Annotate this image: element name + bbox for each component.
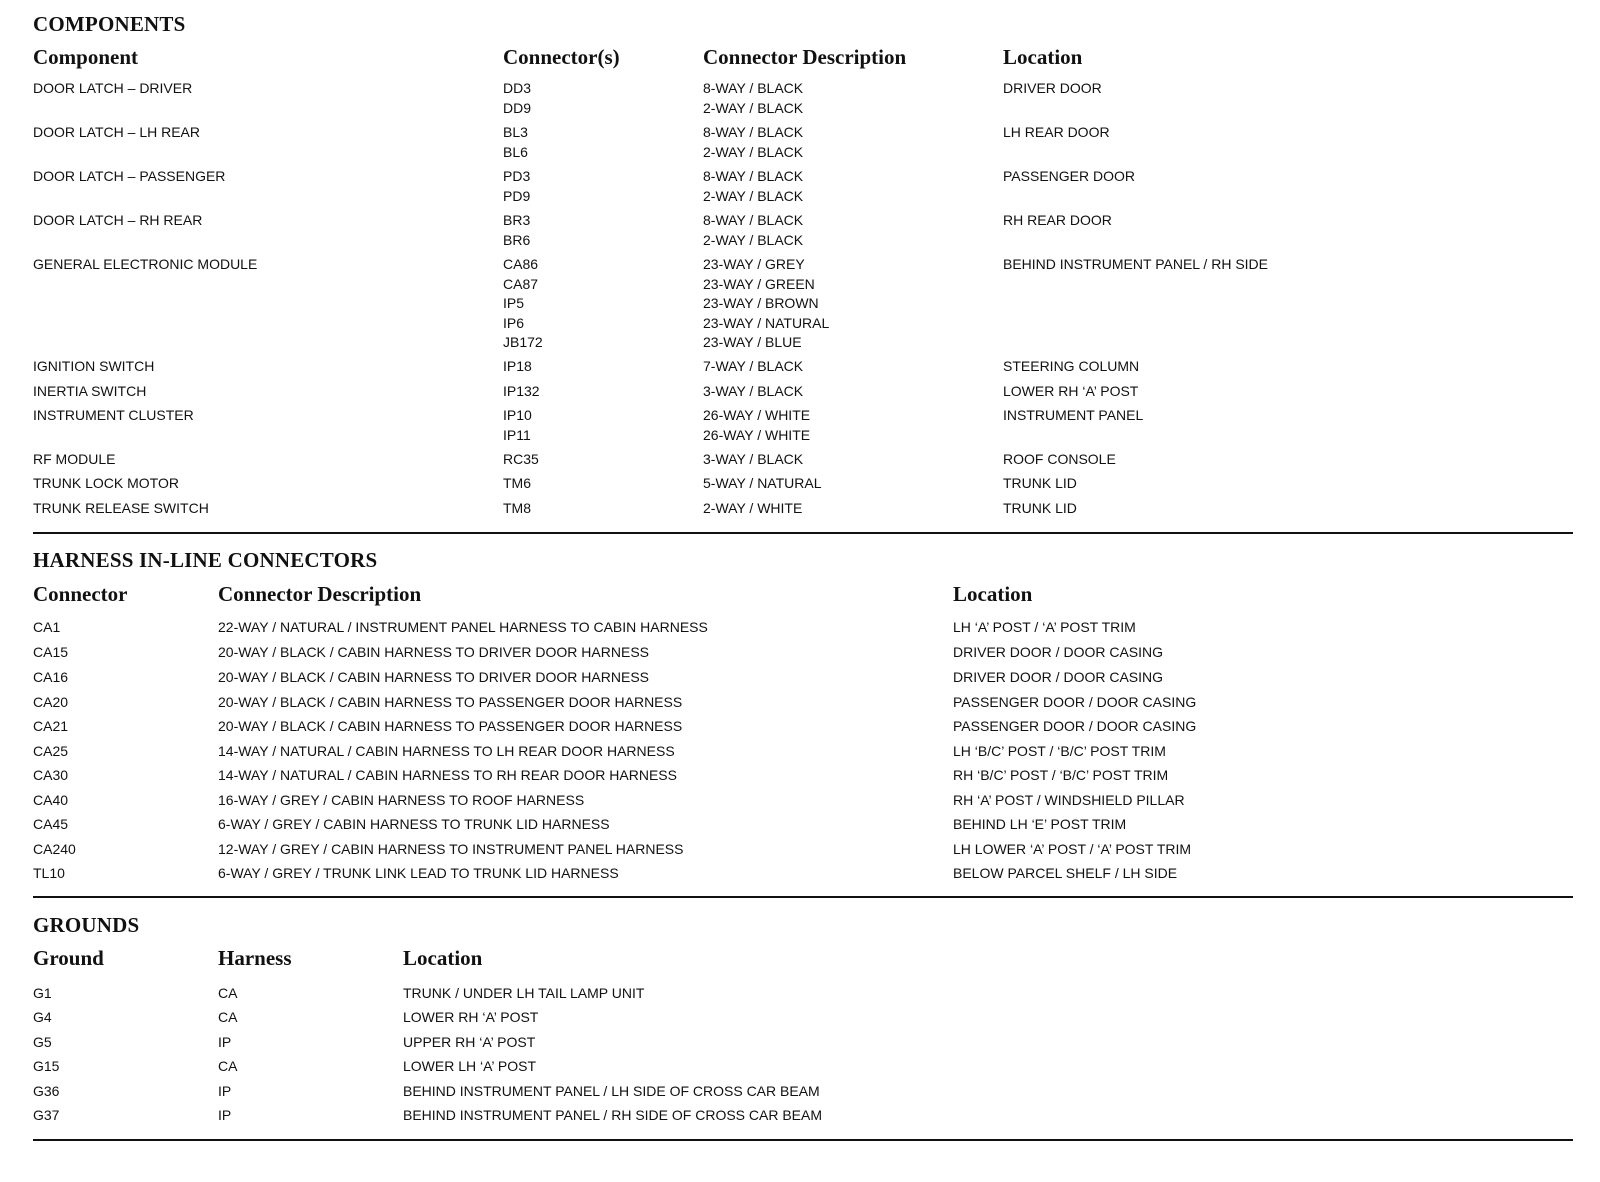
section-divider: [33, 532, 1573, 534]
harness-connector: CA45: [33, 816, 69, 832]
component-name: GENERAL ELECTRONIC MODULE: [33, 256, 258, 272]
ground-location: LOWER RH ‘A’ POST: [403, 1009, 539, 1025]
harness-connector: CA15: [33, 644, 69, 660]
component-connector-description: 3-WAY / BLACK: [703, 451, 804, 467]
ground-location: BEHIND INSTRUMENT PANEL / LH SIDE OF CROSS CAR BEAM: [403, 1083, 820, 1099]
section-divider: [33, 896, 1573, 898]
harness-location: RH ‘A’ POST / WINDSHIELD PILLAR: [953, 792, 1185, 808]
harness-connector: CA20: [33, 694, 69, 710]
component-location: STEERING COLUMN: [1003, 358, 1140, 374]
component-connector: RC35: [503, 451, 539, 467]
ground-harness: IP: [218, 1034, 232, 1050]
component-connector: PD3: [503, 168, 531, 184]
component-connector: DD9: [503, 99, 532, 116]
harness-description: 20-WAY / BLACK / CABIN HARNESS TO DRIVER DOOR HARNESS: [218, 669, 649, 685]
harness-header-description: Connector Description: [218, 582, 422, 606]
component-connector: CA86: [503, 256, 539, 272]
component-connector-description: 2-WAY / BLACK: [703, 99, 804, 116]
component-connector-description: 2-WAY / WHITE: [703, 500, 803, 516]
harness-location: RH ‘B/C’ POST / ‘B/C’ POST TRIM: [953, 767, 1169, 783]
component-connector: IP6: [503, 314, 525, 331]
harness-location: DRIVER DOOR / DOOR CASING: [953, 669, 1164, 685]
component-name: DOOR LATCH – PASSENGER: [33, 168, 226, 184]
grounds-title: GROUNDS: [33, 913, 140, 937]
harness-location: DRIVER DOOR / DOOR CASING: [953, 644, 1164, 660]
component-location: INSTRUMENT PANEL: [1003, 407, 1144, 423]
component-connector-description: 2-WAY / BLACK: [703, 143, 804, 160]
component-connector: IP132: [503, 383, 540, 399]
ground-id: G15: [33, 1058, 60, 1074]
harness-connector: CA240: [33, 841, 76, 857]
component-connector: JB172: [503, 334, 543, 350]
ground-id: G37: [33, 1107, 60, 1123]
component-connector-description: 23-WAY / NATURAL: [703, 314, 830, 331]
component-connector: TM8: [503, 500, 531, 516]
ground-id: G4: [33, 1009, 52, 1025]
ground-harness: CA: [218, 1058, 238, 1074]
component-connector: IP18: [503, 358, 532, 374]
ground-harness: IP: [218, 1083, 232, 1099]
grounds-header-harness: Harness: [218, 946, 292, 970]
component-connector: BL3: [503, 124, 528, 140]
component-name: RF MODULE: [33, 451, 116, 467]
harness-location: PASSENGER DOOR / DOOR CASING: [953, 694, 1197, 710]
component-location: RH REAR DOOR: [1003, 212, 1112, 228]
component-connector: IP10: [503, 407, 532, 423]
component-name: TRUNK LOCK MOTOR: [33, 475, 179, 491]
component-location: BEHIND INSTRUMENT PANEL / RH SIDE: [1003, 256, 1269, 272]
harness-connector: CA16: [33, 669, 69, 685]
components-header-description: Connector Description: [703, 45, 907, 69]
component-connector: PD9: [503, 187, 531, 204]
section-divider: [33, 1139, 1573, 1141]
harness-description: 22-WAY / NATURAL / INSTRUMENT PANEL HARNESS TO CABIN HARNESS: [218, 619, 708, 635]
harness-header-connector: Connector: [33, 582, 128, 606]
component-connector-description: 23-WAY / GREY: [703, 256, 805, 272]
component-location: LH REAR DOOR: [1003, 124, 1110, 140]
harness-description: 14-WAY / NATURAL / CABIN HARNESS TO LH REAR DOOR HARNESS: [218, 743, 675, 759]
component-connector: CA87: [503, 275, 539, 292]
component-connector-description: 8-WAY / BLACK: [703, 124, 804, 140]
harness-location: LH ‘A’ POST / ‘A’ POST TRIM: [953, 619, 1136, 635]
component-connector-description: 7-WAY / BLACK: [703, 358, 804, 374]
component-connector-description: 5-WAY / NATURAL: [703, 475, 822, 491]
harness-connector: CA25: [33, 743, 69, 759]
component-connector-description: 2-WAY / BLACK: [703, 231, 804, 248]
harness-description: 12-WAY / GREY / CABIN HARNESS TO INSTRUMENT PANEL HARNESS: [218, 841, 684, 857]
ground-id: G5: [33, 1034, 52, 1050]
grounds-header-location: Location: [403, 946, 483, 970]
grounds-header-ground: Ground: [33, 946, 104, 970]
component-connector-description: 23-WAY / GREEN: [703, 275, 815, 292]
ground-id: G36: [33, 1083, 60, 1099]
harness-location: BELOW PARCEL SHELF / LH SIDE: [953, 865, 1178, 881]
component-connector: BL6: [503, 143, 528, 160]
component-connector-description: 23-WAY / BROWN: [703, 295, 819, 311]
component-connector: BR3: [503, 212, 531, 228]
ground-harness: IP: [218, 1107, 232, 1123]
component-name: IGNITION SWITCH: [33, 358, 155, 374]
ground-location: BEHIND INSTRUMENT PANEL / RH SIDE OF CROSS CAR BEAM: [403, 1107, 823, 1123]
harness-connector: CA1: [33, 619, 61, 635]
harness-connector: TL10: [33, 865, 65, 881]
harness-description: 6-WAY / GREY / TRUNK LINK LEAD TO TRUNK LID HARNESS: [218, 865, 619, 881]
component-name: DOOR LATCH – DRIVER: [33, 80, 193, 96]
harness-description: 20-WAY / BLACK / CABIN HARNESS TO DRIVER DOOR HARNESS: [218, 644, 649, 660]
component-name: INSTRUMENT CLUSTER: [33, 407, 194, 423]
harness-title: HARNESS IN-LINE CONNECTORS: [33, 548, 378, 572]
component-connector-description: 26-WAY / WHITE: [703, 426, 811, 443]
components-header-component: Component: [33, 45, 139, 69]
harness-connector: CA21: [33, 718, 69, 734]
component-connector-description: 2-WAY / BLACK: [703, 187, 804, 204]
component-connector: DD3: [503, 80, 532, 96]
component-name: TRUNK RELEASE SWITCH: [33, 500, 209, 516]
harness-location: LH LOWER ‘A’ POST / ‘A’ POST TRIM: [953, 841, 1192, 857]
harness-description: 14-WAY / NATURAL / CABIN HARNESS TO RH REAR DOOR HARNESS: [218, 767, 677, 783]
harness-location: BEHIND LH ‘E’ POST TRIM: [953, 816, 1127, 832]
harness-description: 16-WAY / GREY / CABIN HARNESS TO ROOF HARNESS: [218, 792, 585, 808]
components-header-location: Location: [1003, 45, 1083, 69]
component-connector: IP5: [503, 295, 525, 311]
component-connector-description: 8-WAY / BLACK: [703, 212, 804, 228]
harness-description: 20-WAY / BLACK / CABIN HARNESS TO PASSENGER DOOR HARNESS: [218, 718, 683, 734]
harness-location: PASSENGER DOOR / DOOR CASING: [953, 718, 1197, 734]
component-name: INERTIA SWITCH: [33, 383, 147, 399]
harness-location: LH ‘B/C’ POST / ‘B/C’ POST TRIM: [953, 743, 1166, 759]
component-connector-description: 3-WAY / BLACK: [703, 383, 804, 399]
ground-location: UPPER RH ‘A’ POST: [403, 1034, 536, 1050]
component-location: ROOF CONSOLE: [1003, 451, 1116, 467]
component-location: TRUNK LID: [1003, 500, 1077, 516]
components-header-connectors: Connector(s): [503, 45, 620, 69]
ground-harness: CA: [218, 1009, 238, 1025]
component-connector-description: 8-WAY / BLACK: [703, 80, 804, 96]
harness-connector: CA40: [33, 792, 69, 808]
harness-connector: CA30: [33, 767, 69, 783]
ground-harness: CA: [218, 985, 238, 1001]
component-name: DOOR LATCH – LH REAR: [33, 124, 200, 140]
component-location: LOWER RH ‘A’ POST: [1003, 383, 1139, 399]
component-connector: IP11: [503, 426, 531, 443]
component-connector: BR6: [503, 231, 531, 248]
components-title: COMPONENTS: [33, 12, 186, 36]
component-location: DRIVER DOOR: [1003, 80, 1102, 96]
component-connector: TM6: [503, 475, 531, 491]
ground-location: TRUNK / UNDER LH TAIL LAMP UNIT: [403, 985, 645, 1001]
harness-description: 6-WAY / GREY / CABIN HARNESS TO TRUNK LID HARNESS: [218, 816, 610, 832]
harness-description: 20-WAY / BLACK / CABIN HARNESS TO PASSENGER DOOR HARNESS: [218, 694, 683, 710]
component-connector-description: 8-WAY / BLACK: [703, 168, 804, 184]
component-connector-description: 26-WAY / WHITE: [703, 407, 811, 423]
component-connector-description: 23-WAY / BLUE: [703, 334, 802, 350]
component-location: PASSENGER DOOR: [1003, 168, 1135, 184]
component-name: DOOR LATCH – RH REAR: [33, 212, 203, 228]
ground-id: G1: [33, 985, 52, 1001]
ground-location: LOWER LH ‘A’ POST: [403, 1058, 537, 1074]
harness-header-location: Location: [953, 582, 1033, 606]
component-location: TRUNK LID: [1003, 475, 1077, 491]
